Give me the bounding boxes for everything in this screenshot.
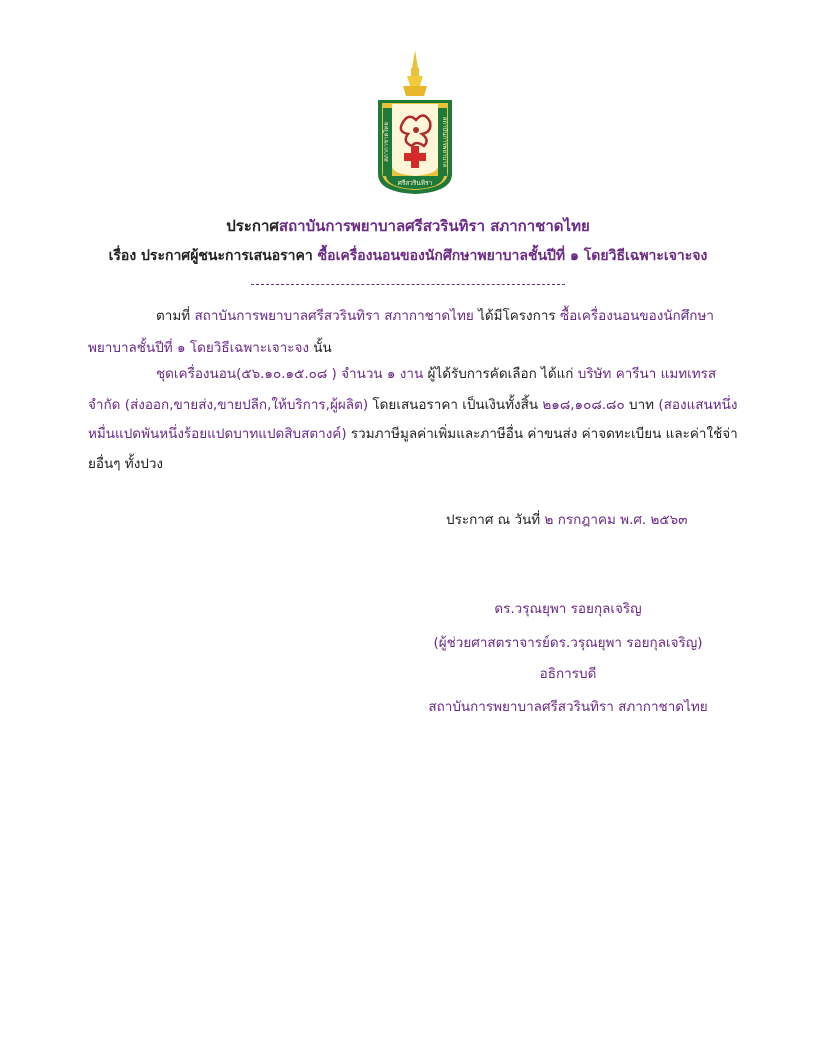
text-segment: โดยเสนอราคา เป็นเงินทั้งสิ้น — [368, 397, 543, 413]
spire-top — [412, 50, 418, 68]
paragraph-2-line-1 — [156, 364, 716, 384]
signer-full-title: (ผู้ช่วยศาสตราจารย์ดร.วรุณยุพา รอยกุลเจริญ) — [433, 635, 703, 651]
text-segment: นั้น — [308, 340, 332, 356]
text-segment: ตามที่ — [156, 308, 195, 324]
paragraph-1-line-2 — [88, 338, 332, 358]
spire-tier-2 — [403, 86, 427, 96]
subject-prefix: เรื่อง ประกาศผู้ชนะการเสนอราคา — [108, 248, 313, 264]
paragraph-2-line-2 — [88, 395, 737, 415]
separator-line — [251, 284, 565, 285]
text-segment: ได้มีโครงการ — [473, 308, 560, 324]
text-segment: ชุดเครื่องนอน(๕๖.๑๐.๑๕.๐๘ ) จำนวน ๑ งาน — [156, 366, 424, 382]
text-segment: พยาบาลชั้นปีที่ ๑ โดยวิธีเฉพาะเจาะจง — [88, 340, 309, 356]
red-cross-horizontal — [404, 153, 426, 161]
seal-text-right: สถาบันการพยาบาล — [441, 116, 448, 168]
text-segment: จำกัด (ส่งออก,ขายส่ง,ขายปลีก,ให้บริการ,ผู้ผลิต) — [88, 397, 369, 413]
paragraph-1-line-1 — [156, 306, 714, 326]
text-segment: บาท — [624, 397, 659, 413]
text-segment: สถาบันการพยาบาลศรีสวรินทิรา สภากาชาดไทย — [194, 308, 474, 324]
text-segment: ซื้อเครื่องนอนของนักศึกษา — [559, 308, 714, 324]
seal-text-bottom: ศรีสวรินทิรา — [397, 179, 433, 187]
text-segment: รวมภาษีมูลค่าเพิ่มและภาษีอื่น ค่าขนส่ง ค่าจดทะเบียน และค่าใช้จ่า — [346, 426, 738, 442]
announcement-title — [0, 216, 816, 236]
date-prefix: ประกาศ ณ วันที่ — [446, 512, 545, 528]
text-segment: หมื่นแปดพันหนึ่งร้อยแปดบาทแปดสิบสตางค์) — [88, 426, 347, 442]
text-segment: ๒๑๘,๑๐๘.๘๐ — [542, 397, 625, 413]
spire-tier — [407, 76, 423, 86]
text-segment: ผู้ได้รับการคัดเลือก ได้แก่ — [423, 366, 578, 382]
seal-text-left: สภากาชาดไทย — [383, 122, 390, 162]
institution-seal-logo — [372, 48, 458, 198]
announcement-subject — [0, 246, 816, 266]
signer-name: ดร.วรุณยุพา รอยกุลเจริญ — [494, 601, 642, 617]
spire-body — [411, 68, 419, 76]
title-prefix: ประกาศ — [226, 217, 279, 235]
text-segment: บริษัท คารีนา แมทเทรส — [577, 366, 717, 382]
paragraph-2-line-3 — [88, 424, 738, 444]
seal-monogram-dot — [413, 127, 419, 133]
text-segment: (สองแสนหนึ่ง — [658, 397, 738, 413]
title-organization: สถาบันการพยาบาลศรีสวรินทิรา สภากาชาดไทย — [278, 217, 590, 235]
announcement-date — [446, 510, 687, 530]
subject-text: ซื้อเครื่องนอนของนักศึกษาพยาบาลชั้นปีที่ ๑ โดยวิธีเฉพาะเจาะจง — [312, 248, 708, 264]
paragraph-2-line-4: ยอื่นๆ ทั้งปวง — [88, 456, 164, 472]
date-value: ๒ กรกฎาคม พ.ศ. ๒๕๖๓ — [544, 512, 688, 528]
signer-position: อธิการบดี — [539, 666, 597, 682]
signer-organization: สถาบันการพยาบาลศรีสวรินทิรา สภากาชาดไทย — [428, 699, 708, 715]
